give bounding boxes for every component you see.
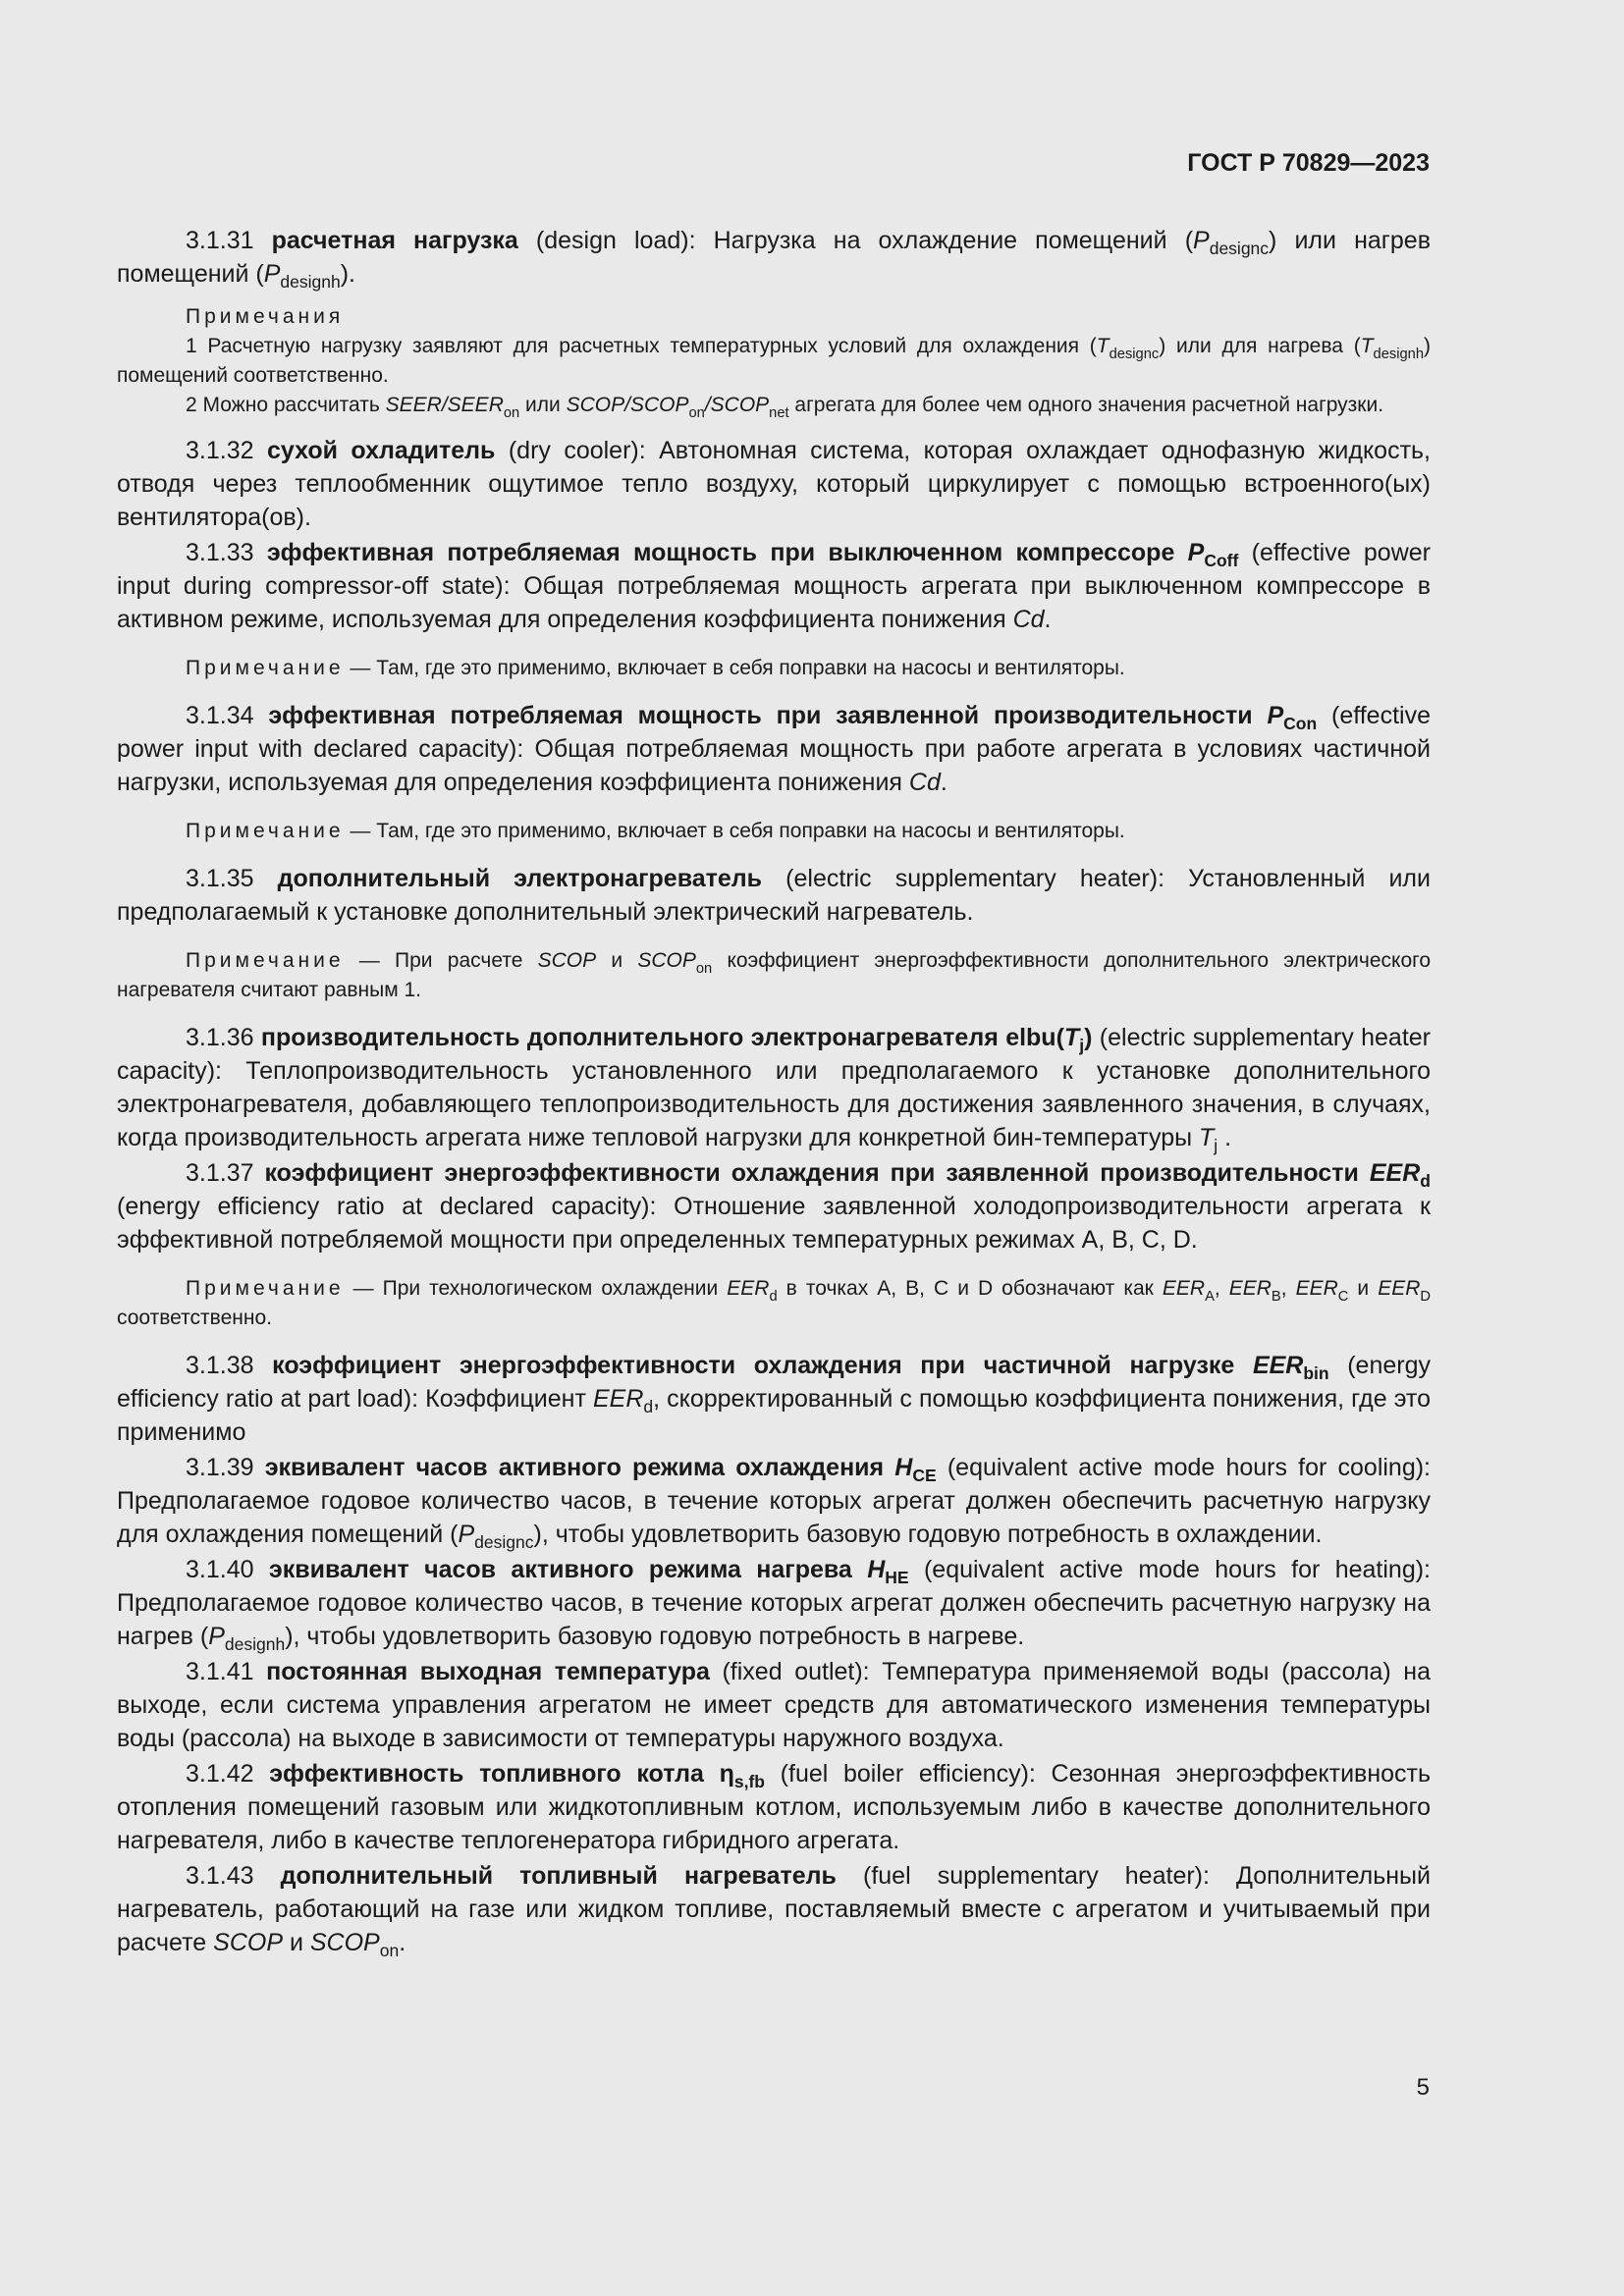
subscript: C — [1337, 1289, 1349, 1305]
term-name: коэффициент энергоэффективности охлаждения при частичной нагрузке — [272, 1352, 1253, 1379]
term-3-1-34 — [117, 699, 1431, 799]
slash: / — [704, 394, 711, 416]
page-number: 5 — [1416, 2074, 1430, 2101]
term-text: и — [283, 1929, 310, 1956]
subscript: bin — [1303, 1363, 1329, 1383]
note-text: и — [1348, 1277, 1379, 1300]
symbol: EER — [1228, 1277, 1272, 1300]
term-3-1-39 — [117, 1451, 1431, 1551]
note-label: Примечание — [186, 949, 345, 972]
symbol: EER — [1162, 1277, 1206, 1300]
symbol: EER — [727, 1277, 770, 1300]
term-3-1-41 — [117, 1655, 1431, 1755]
note-text: агрегата для более чем одного значения расчетной нагрузки. — [788, 394, 1384, 416]
subscript: net — [769, 405, 789, 421]
term-number: 3.1.39 — [186, 1454, 254, 1481]
note-3-1-33 — [117, 654, 1431, 683]
slash: / — [441, 394, 448, 416]
term-3-1-31 — [117, 224, 1431, 291]
document-id: ГОСТ Р 70829—2023 — [1187, 149, 1430, 177]
term-text: ) или нагрев помещений ( — [117, 227, 1431, 288]
term-text: (equivalent active mode hours for heating): Предполагаемое годовое количество часов, в течение которых агрегат должен обеспечить расчетную нагрузку на нагрев ( — [117, 1556, 1432, 1650]
symbol: H — [894, 1454, 913, 1481]
subscript: s,fb — [733, 1772, 765, 1791]
symbol: SCOP — [566, 394, 625, 416]
term-number: 3.1.38 — [186, 1352, 254, 1379]
subscript: on — [688, 405, 705, 421]
note-text: и — [596, 949, 638, 972]
notes-title: Примечания — [186, 305, 345, 328]
subscript: designh — [224, 1634, 286, 1654]
term-number: 3.1.35 — [186, 865, 254, 892]
note-text: ) или для нагрева ( — [1159, 335, 1361, 357]
note-label: Примечание — [186, 657, 345, 679]
symbol: T — [1096, 335, 1110, 357]
term-number: 3.1.43 — [186, 1862, 254, 1890]
term-number: 3.1.33 — [186, 539, 254, 566]
symbol: T — [1063, 1024, 1080, 1051]
term-text: (dry cooler): Автономная система, которая охлаждает однофазную жидкость, отводя через теплообменник ощутимое тепло воздуху, который циркулирует с помощью встроенного(ых) вентилятора(ов). — [117, 437, 1432, 531]
symbol: EER — [1295, 1277, 1338, 1300]
symbol: P — [1187, 539, 1205, 566]
term-3-1-37 — [117, 1156, 1431, 1256]
term-number: 3.1.36 — [186, 1024, 254, 1051]
subscript: B — [1271, 1289, 1281, 1305]
term-name: эффективная потребляемая мощность при заявленной производительности — [268, 702, 1268, 729]
term-number: 3.1.37 — [186, 1159, 254, 1187]
subscript: Con — [1283, 714, 1318, 733]
symbol: P — [208, 1623, 225, 1650]
term-text: ), чтобы удовлетворить базовую годовую потребность в нагреве. — [285, 1623, 1025, 1650]
subscript: Coff — [1204, 551, 1239, 570]
term-name: эффективная потребляемая мощность при выключенном компрессоре — [266, 539, 1188, 566]
note-text: в точках А, В, С и D обозначают как — [777, 1277, 1163, 1300]
term-text: (fuel boiler efficiency): Сезонная энергоэффективность отопления помещений газовым или жидкотопливным котлом, используемым либо в качестве дополнительного нагревателя, либо в качестве теплогенератора гибридного агрегата. — [117, 1760, 1431, 1854]
term-name: постоянная выходная температура — [266, 1658, 710, 1685]
note-text: — При технологическом охлаждении — [344, 1277, 728, 1300]
note-text: соответственно. — [117, 1307, 272, 1329]
subscript: designc — [1209, 239, 1270, 258]
term-name: расчетная нагрузка — [271, 227, 518, 254]
term-text: (design load): Нагрузка на охлаждение помещений ( — [517, 227, 1194, 254]
term-text: , скорректированный с помощью коэффициента понижения, где это применимо — [117, 1385, 1431, 1446]
symbol: EER — [592, 1385, 644, 1413]
subscript: on — [695, 961, 713, 977]
term-text: . — [1218, 1124, 1232, 1151]
note-text: 1 Расчетную нагрузку заявляют для расчетных температурных условий для охлаждения ( — [186, 335, 1097, 357]
term-3-1-42 — [117, 1757, 1431, 1857]
note-text: 2 Можно рассчитать — [186, 394, 386, 416]
symbol: EER — [1252, 1352, 1304, 1379]
subscript: on — [379, 1941, 400, 1960]
symbol: SCOP — [309, 1929, 380, 1956]
term-number: 3.1.40 — [186, 1556, 254, 1583]
note-text: — Там, где это применимо, включает в себя поправки на насосы и вентиляторы. — [344, 820, 1125, 842]
subscript: designc — [474, 1532, 534, 1552]
term-text: (equivalent active mode hours for cooling): Предполагаемое годовое количество часов, в течение которых агрегат должен обеспечить расчетную нагрузку для охлаждения помещений ( — [117, 1454, 1432, 1548]
note-text: или — [519, 394, 567, 416]
symbol: SCOP — [710, 394, 770, 416]
note-text: ) помещений соответственно. — [117, 335, 1431, 387]
subscript: CE — [912, 1466, 937, 1485]
term-text: (energy efficiency ratio at declared capacity): Отношение заявленной холодопроизводительности агрегата к эффективной потребляемой мощности при определенных температурных режимах А, В, С, D. — [117, 1193, 1431, 1254]
note-text: , — [1280, 1277, 1296, 1300]
note-text: — Там, где это применимо, включает в себя поправки на насосы и вентиляторы. — [344, 657, 1125, 679]
note-text: , — [1214, 1277, 1229, 1300]
page-content — [117, 224, 1431, 1961]
symbol: H — [867, 1556, 886, 1583]
term-text: (energy efficiency ratio at part load): Коэффициент — [117, 1352, 1432, 1413]
subscript: designh — [1373, 347, 1424, 362]
subscript: d — [1420, 1171, 1431, 1191]
term-name: коэффициент энергоэффективности охлаждения при заявленной производительности — [264, 1159, 1370, 1187]
symbol: EER — [1378, 1277, 1421, 1300]
term-name: эквивалент часов активного режима нагрева — [268, 1556, 868, 1583]
note-text: коэффициент энергоэффективности дополнительного электрического нагревателя считают равным 1. — [117, 949, 1432, 1001]
term-name: дополнительный электронагреватель — [277, 865, 763, 892]
note-text: — При расчете — [344, 949, 538, 972]
term-number: 3.1.34 — [186, 702, 254, 729]
term-name: сухой охладитель — [266, 437, 496, 464]
subscript: j — [1214, 1136, 1218, 1155]
symbol: P — [458, 1521, 475, 1548]
subscript: on — [503, 405, 520, 421]
term-text: . — [399, 1929, 406, 1956]
symbol: SCOP — [629, 394, 689, 416]
note-2 — [117, 391, 1431, 420]
slash: / — [624, 394, 630, 416]
term-3-1-32 — [117, 434, 1431, 534]
symbol: P — [1267, 702, 1284, 729]
symbol: P — [1193, 227, 1210, 254]
symbol: SCOP — [637, 949, 696, 972]
subscript: d — [769, 1289, 778, 1305]
note-label: Примечание — [186, 820, 345, 842]
symbol: SEER — [447, 394, 504, 416]
term-text: ), чтобы удовлетворить базовую годовую потребность в охлаждении. — [533, 1521, 1323, 1548]
term-3-1-36 — [117, 1021, 1431, 1154]
subscript: HE — [885, 1568, 909, 1587]
term-number: 3.1.42 — [186, 1760, 254, 1788]
note-1 — [117, 332, 1431, 391]
term-text: (electric supplementary heater): Установленный или предполагаемый к установке дополнительный электрический нагреватель. — [117, 865, 1431, 926]
subscript: designc — [1109, 347, 1160, 362]
subscript: designh — [280, 272, 341, 292]
symbol: P — [263, 260, 281, 288]
term-text: (fixed outlet): Температура применяемой воды (рассола) на выходе, если система управления агрегатом не имеет средств для автоматического изменения температуры воды (рассола) на выходе в зависимости от температуры наружного воздуха. — [117, 1658, 1432, 1752]
term-3-1-43 — [117, 1859, 1431, 1959]
term-name: производительность дополнительного электронагревателя elbu( — [260, 1024, 1064, 1051]
term-3-1-40 — [117, 1553, 1431, 1653]
note-3-1-35 — [117, 946, 1431, 1005]
subscript: j — [1079, 1036, 1085, 1055]
symbol: Cd — [1012, 606, 1045, 633]
term-text: (fuel supplementary heater): Дополнительный нагреватель, работающий на газе или жидком топливе, поставляемый вместе с агрегатом и учитываемый при расчете — [117, 1862, 1431, 1956]
symbol: SEER — [385, 394, 442, 416]
symbol: Cd — [908, 769, 941, 796]
subscript: A — [1205, 1289, 1215, 1305]
term-text: ). — [340, 260, 356, 288]
term-3-1-35 — [117, 862, 1431, 929]
term-3-1-33 — [117, 536, 1431, 636]
term-text: (effective power input with declared capacity): Общая потребляемая мощность при работе агрегата в условиях частичной нагрузки, используемая для определения коэффициента понижения — [117, 702, 1431, 796]
term-number: 3.1.31 — [186, 227, 254, 254]
symbol: EER — [1369, 1159, 1421, 1187]
subscript: D — [1420, 1289, 1431, 1305]
symbol: T — [1360, 335, 1374, 357]
term-name-end: ) — [1084, 1024, 1093, 1051]
term-name: эквивалент часов активного режима охлаждения — [264, 1454, 895, 1481]
subscript: d — [643, 1397, 654, 1416]
term-text: . — [940, 769, 947, 796]
term-name: дополнительный топливный нагреватель — [280, 1862, 837, 1890]
symbol: η — [719, 1760, 734, 1788]
term-number: 3.1.41 — [186, 1658, 254, 1685]
note-3-1-34 — [117, 817, 1431, 846]
term-text: (electric supplementary heater capacity): Теплопроизводительность установленного или предполагаемого к установке дополнительного электронагревателя, добавляющего теплопроизводительность для достижения заявленного значения, в случаях, когда производительность агрегата ниже тепловой нагрузки для конкретной бин-температуры — [117, 1024, 1431, 1151]
note-3-1-37 — [117, 1274, 1431, 1333]
symbol: SCOP — [537, 949, 597, 972]
note-label: Примечание — [186, 1277, 345, 1300]
term-text: (effective power input during compressor-off state): Общая потребляемая мощность агрегата при выключенном компрессоре в активном режиме, используемая для определения коэффициента понижения — [117, 539, 1431, 633]
term-text: . — [1044, 606, 1052, 633]
term-number: 3.1.32 — [186, 437, 254, 464]
term-name: эффективность топливного котла — [269, 1760, 720, 1788]
symbol: SCOP — [213, 1929, 284, 1956]
symbol: T — [1199, 1124, 1215, 1151]
term-3-1-38 — [117, 1349, 1431, 1449]
